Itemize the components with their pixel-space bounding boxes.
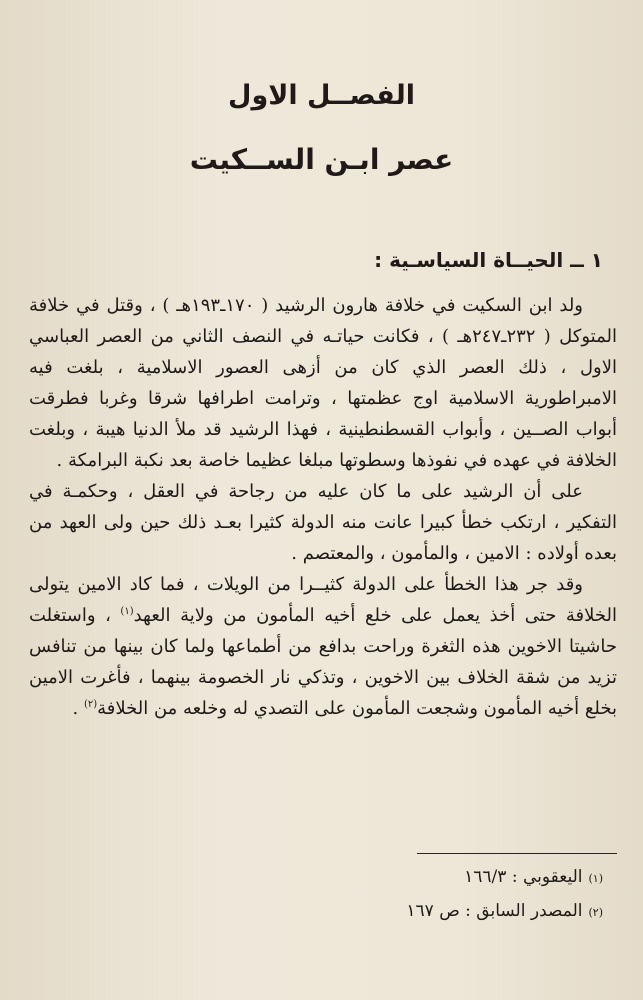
footnote-divider <box>417 853 617 854</box>
body-text <box>29 290 617 724</box>
footnote-text: المصدر السابق : ص ١٦٧ <box>406 901 583 921</box>
footnote-text: اليعقوبي : ١٦٦/٣ <box>464 867 583 887</box>
footnote-number: (٢) <box>588 906 603 919</box>
footnote-1 <box>103 861 603 895</box>
footnotes <box>103 861 603 929</box>
chapter-title: الفصــل الاول <box>228 80 415 111</box>
paragraph-3-part-1: وقد جر هذا الخطأ على الدولة كثيــرا من الويلات ، فما كاد الامين يتولى الخلافة حتى أخذ يعمل على خلع أخيه المأمون من ولاية العهد <box>29 574 617 626</box>
paragraph-3-part-2: ، واستغلت حاشيتا الاخوين هذه الثغرة وراحت بدافع من أطماعها ولما كان بينها من تنافس تزيد من شقة الخلاف بين الاخوين ، وتذكي نار الخصومة بينهما ، فأغرت الامين بخلع أخيه المأمون وشجعت المأمون على التصدي له وخلعه من الخلافة <box>29 605 617 719</box>
paragraph-2: على أن الرشيد على ما كان عليه من رجاحة في العقل ، وحكمـة في التفكير ، ارتكب خطأ كبيرا عانت منه الدولة كثيرا بعـد ذلك حين ولى العهد من بعده أولاده : الامين ، والمأمون ، والمعتصم . <box>29 481 617 564</box>
section-heading: ١ ــ الحيــاة السياسـية : <box>374 248 603 272</box>
footnote-2 <box>103 895 603 929</box>
footnote-ref-2: (٢) <box>83 699 98 710</box>
paragraph-1: ولد ابن السكيت في خلافة هارون الرشيد ( ١٧٠ـ١٩٣هـ ) ، وقتل في خلافة المتوكل ( ٢٣٢ـ٢٤٧هـ ) ، فكانت حياتـه في النصف الثاني من العصر العباسي الاول ، ذلك العصر الذي كان من أزهى العصور الاسلامية ، بلغت فيه الامبراطورية الاسلامية اوج عظمتها ، وترامت اطرافها شرقا وغربا فطرقت أبواب الصــين ، وأبواب القسطنطينية ، فهذا الرشيد قد ملأ الدنيا هيبة ، وبلغت الخلافة في عهده في نفوذها وسطوتها مبلغا عظيما خاصة بعد نكبة البرامكة . <box>29 295 617 471</box>
footnote-number: (١) <box>588 872 603 885</box>
paragraph-3-part-3: . <box>72 698 84 719</box>
footnote-ref-1: (١) <box>120 606 134 617</box>
chapter-subtitle: عصر ابـن الســكيت <box>189 143 454 176</box>
paragraph-3 <box>29 569 617 724</box>
